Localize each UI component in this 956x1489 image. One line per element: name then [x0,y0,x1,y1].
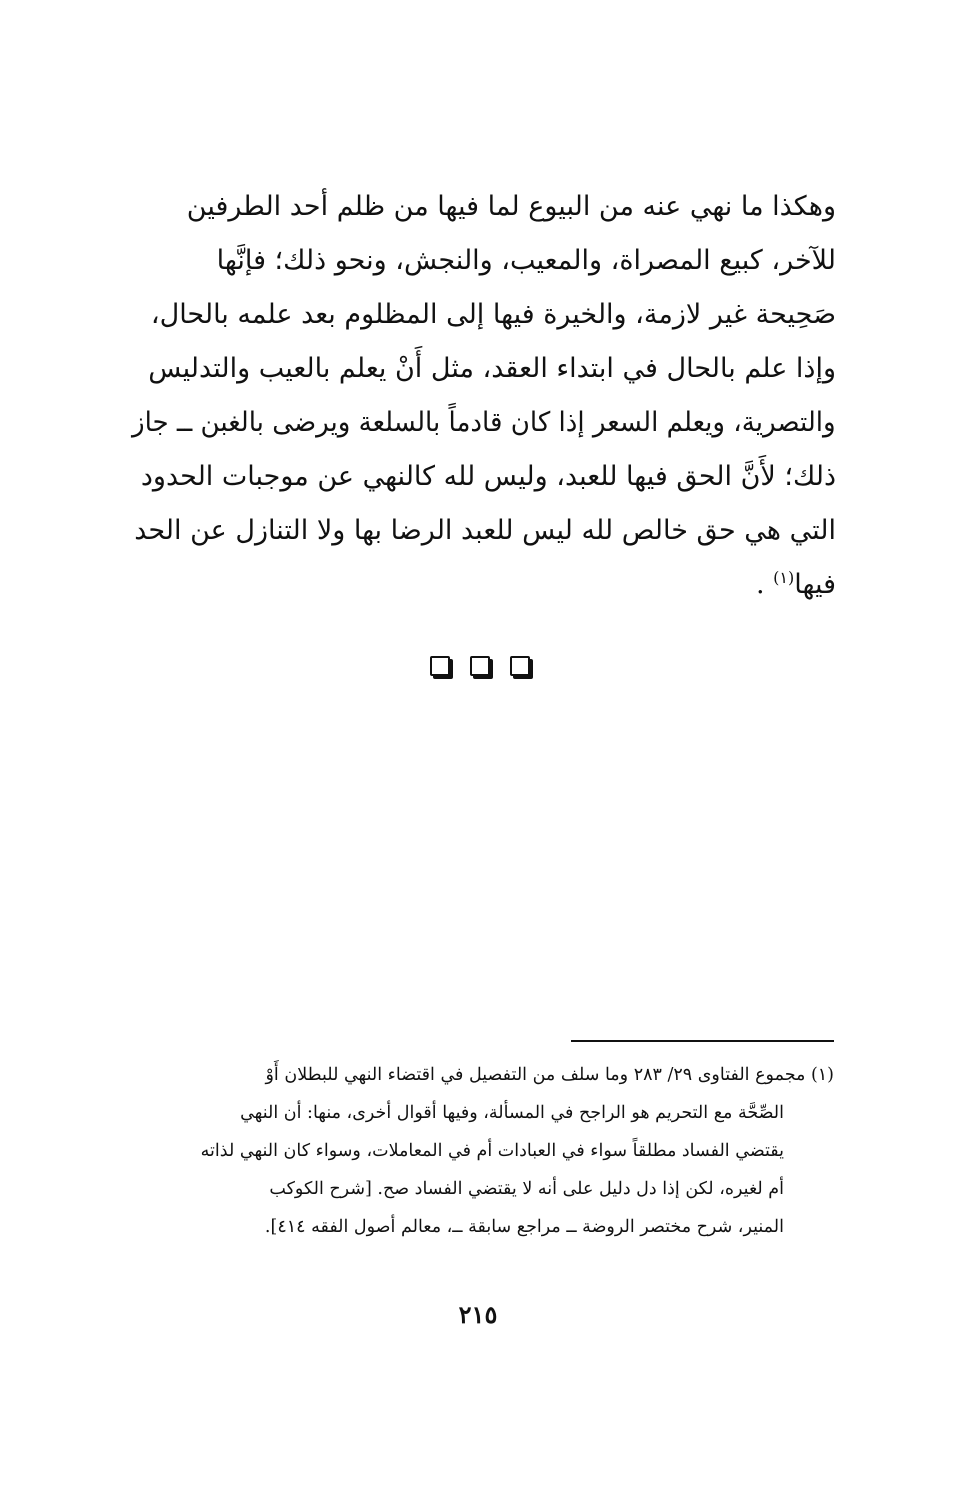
main-paragraph [132,180,836,612]
footnote-divider [571,1040,834,1042]
square-box-icon [470,656,490,676]
last-line-text: فيها [794,569,836,600]
paragraph-line: ذلك؛ لأَنَّ الحق فيها للعبد، وليس لله كالنهي عن موجبات الحدود [140,461,836,492]
footnote-line: المنير، شرح مختصر الروضة ــ مراجع سابقة ــ، معالم أصول الفقه ٤١٤]. [264,1217,784,1237]
section-separator [430,656,530,682]
page-number: ٢١٥ [458,1300,498,1329]
footnote [132,1056,834,1246]
last-line-end: . [756,569,774,600]
paragraph-line: صَحِيحة غير لازمة، والخيرة فيها إلى المظلوم بعد علمه بالحال، [150,299,836,330]
footnote-reference: (١) [773,568,795,587]
square-box-icon [510,656,530,676]
footnote-line: أم لغيره، لكن إذا دل دليل على أنه لا يقتضي الفساد صح. [شرح الكوكب [269,1179,784,1199]
paragraph-line: والتصرية، ويعلم السعر إذا كان قادماً بالسلعة ويرضى بالغبن ــ جاز [132,407,836,438]
paragraph-line: التي هي حق خالص لله ليس للعبد الرضا بها ولا التنازل عن الحد [134,515,836,546]
footnote-line: يقتضي الفساد مطلقاً سواء في العبادات أم في المعاملات، وسواء كان النهي لذاته [200,1141,784,1161]
footnote-line: (١) مجموع الفتاوى ٢٩/ ٢٨٣ وما سلف من التفصيل في اقتضاء النهي للبطلان أَوْ [265,1065,834,1085]
paragraph-line: وإذا علم بالحال في ابتداء العقد، مثل أَنْ يعلم بالعيب والتدليس [148,353,836,384]
square-box-icon [430,656,450,676]
paragraph-line: للآخر، كبيع المصراة، والمعيب، والنجش، ونحو ذلك؛ فإنَّها [216,245,836,276]
paragraph-last-line [132,558,836,612]
paragraph-line: وهكذا ما نهي عنه من البيوع لما فيها من ظلم أحد الطرفين [186,191,836,222]
footnote-line: الصِّحَّة مع التحريم هو الراجح في المسألة، وفيها أقوال أخرى، منها: أن النهي [240,1103,784,1123]
